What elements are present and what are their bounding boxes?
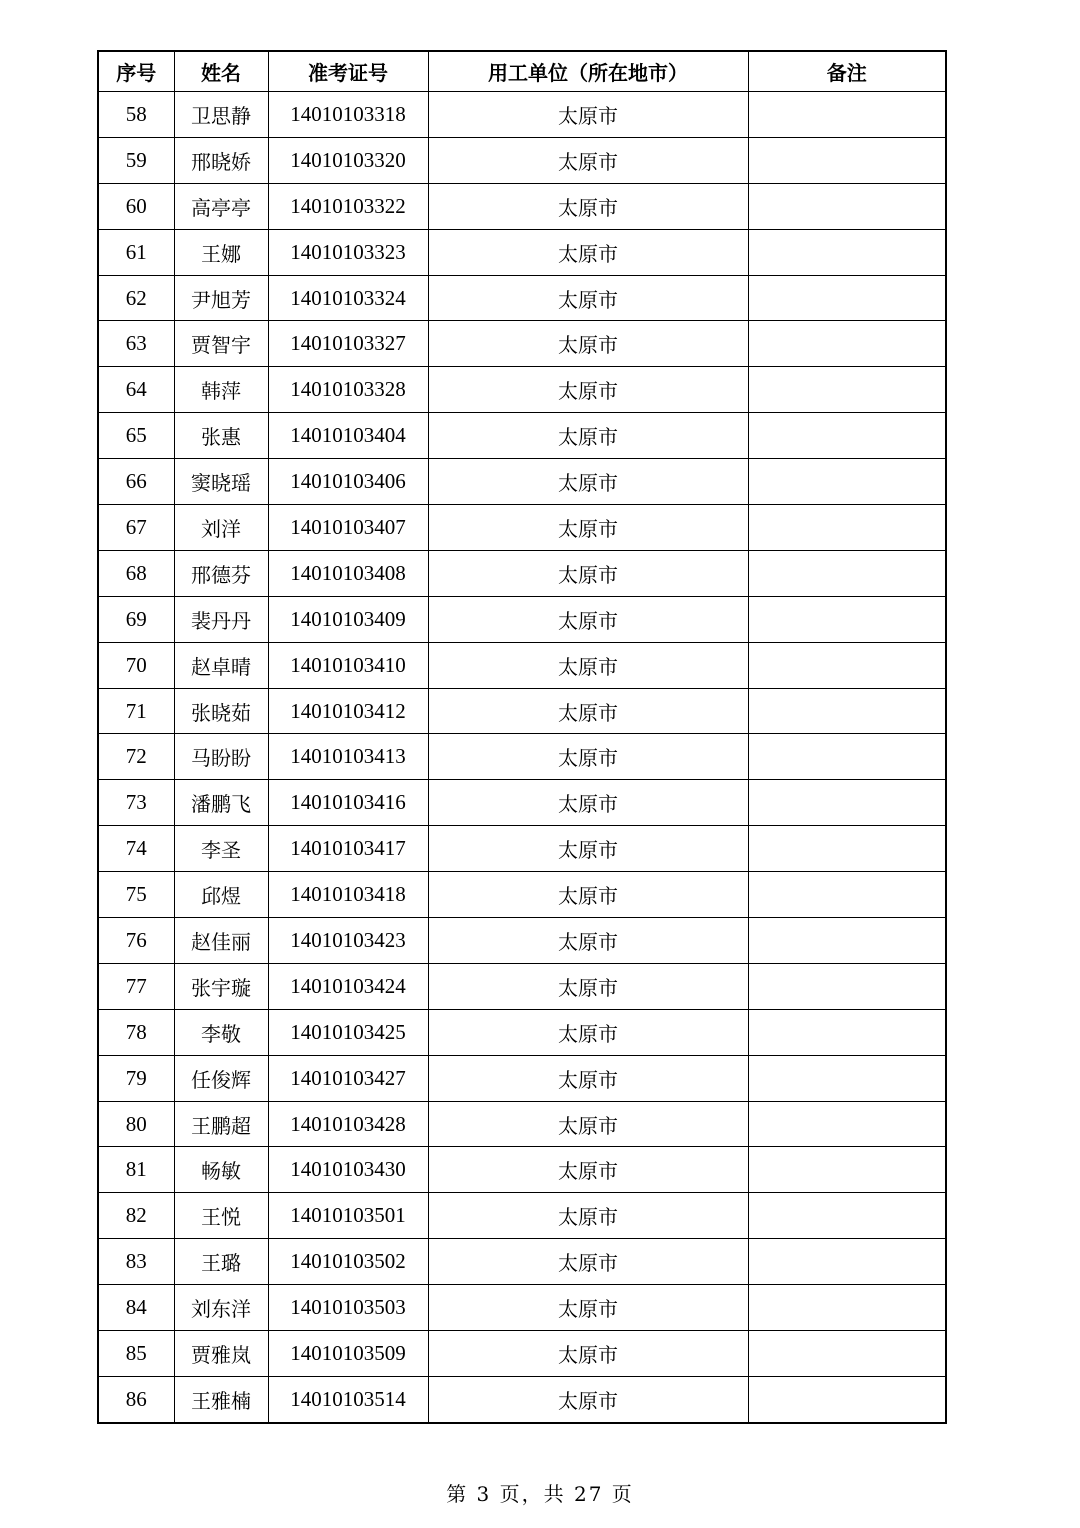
cell-exam-id: 14010103324 xyxy=(268,275,428,321)
table-row xyxy=(98,642,946,688)
cell-serial: 81 xyxy=(98,1147,174,1193)
cell-name: 高亭亭 xyxy=(174,183,268,229)
cell-serial: 80 xyxy=(98,1101,174,1147)
cell-remarks xyxy=(748,275,946,321)
table-row xyxy=(98,275,946,321)
cell-name: 裴丹丹 xyxy=(174,596,268,642)
cell-name: 任俊辉 xyxy=(174,1055,268,1101)
table-row xyxy=(98,1101,946,1147)
cell-name: 刘东洋 xyxy=(174,1285,268,1331)
cell-employer: 太原市 xyxy=(428,92,748,138)
cell-remarks xyxy=(748,1376,946,1422)
cell-exam-id: 14010103424 xyxy=(268,963,428,1009)
cell-remarks xyxy=(748,92,946,138)
cell-name: 窦晓瑶 xyxy=(174,459,268,505)
cell-remarks xyxy=(748,596,946,642)
cell-employer: 太原市 xyxy=(428,413,748,459)
cell-serial: 84 xyxy=(98,1285,174,1331)
cell-serial: 77 xyxy=(98,963,174,1009)
cell-exam-id: 14010103502 xyxy=(268,1239,428,1285)
cell-name: 刘洋 xyxy=(174,505,268,551)
cell-exam-id: 14010103408 xyxy=(268,550,428,596)
cell-exam-id: 14010103320 xyxy=(268,137,428,183)
cell-employer: 太原市 xyxy=(428,1376,748,1422)
table-row xyxy=(98,872,946,918)
cell-exam-id: 14010103407 xyxy=(268,505,428,551)
cell-name: 王雅楠 xyxy=(174,1376,268,1422)
table-row xyxy=(98,1331,946,1377)
cell-name: 潘鹏飞 xyxy=(174,780,268,826)
cell-employer: 太原市 xyxy=(428,1285,748,1331)
cell-name: 卫思静 xyxy=(174,92,268,138)
cell-employer: 太原市 xyxy=(428,275,748,321)
cell-remarks xyxy=(748,780,946,826)
table-row xyxy=(98,550,946,596)
cell-serial: 70 xyxy=(98,642,174,688)
cell-exam-id: 14010103323 xyxy=(268,229,428,275)
cell-employer: 太原市 xyxy=(428,596,748,642)
cell-employer: 太原市 xyxy=(428,963,748,1009)
cell-serial: 67 xyxy=(98,505,174,551)
cell-employer: 太原市 xyxy=(428,1009,748,1055)
cell-name: 贾智宇 xyxy=(174,321,268,367)
table-row xyxy=(98,734,946,780)
cell-serial: 83 xyxy=(98,1239,174,1285)
table-row xyxy=(98,1193,946,1239)
header-employer: 用工单位（所在地市） xyxy=(428,51,748,92)
table-row xyxy=(98,826,946,872)
cell-serial: 63 xyxy=(98,321,174,367)
cell-exam-id: 14010103503 xyxy=(268,1285,428,1331)
cell-exam-id: 14010103428 xyxy=(268,1101,428,1147)
cell-exam-id: 14010103413 xyxy=(268,734,428,780)
cell-remarks xyxy=(748,183,946,229)
cell-remarks xyxy=(748,1285,946,1331)
cell-employer: 太原市 xyxy=(428,826,748,872)
cell-employer: 太原市 xyxy=(428,872,748,918)
cell-exam-id: 14010103406 xyxy=(268,459,428,505)
cell-employer: 太原市 xyxy=(428,459,748,505)
header-remarks: 备注 xyxy=(748,51,946,92)
cell-employer: 太原市 xyxy=(428,918,748,964)
cell-name: 张宇璇 xyxy=(174,963,268,1009)
cell-serial: 82 xyxy=(98,1193,174,1239)
cell-employer: 太原市 xyxy=(428,688,748,734)
table-row xyxy=(98,367,946,413)
table-row xyxy=(98,688,946,734)
cell-exam-id: 14010103327 xyxy=(268,321,428,367)
cell-serial: 86 xyxy=(98,1376,174,1422)
cell-exam-id: 14010103404 xyxy=(268,413,428,459)
cell-name: 韩萍 xyxy=(174,367,268,413)
cell-remarks xyxy=(748,321,946,367)
table-row xyxy=(98,918,946,964)
cell-serial: 62 xyxy=(98,275,174,321)
cell-remarks xyxy=(748,505,946,551)
cell-name: 王悦 xyxy=(174,1193,268,1239)
header-serial: 序号 xyxy=(98,51,174,92)
cell-remarks xyxy=(748,826,946,872)
cell-serial: 59 xyxy=(98,137,174,183)
cell-employer: 太原市 xyxy=(428,1239,748,1285)
table-row xyxy=(98,1055,946,1101)
cell-name: 李圣 xyxy=(174,826,268,872)
cell-remarks xyxy=(748,1331,946,1377)
roster-table xyxy=(97,50,947,1424)
table-row xyxy=(98,92,946,138)
header-exam-id: 准考证号 xyxy=(268,51,428,92)
cell-serial: 79 xyxy=(98,1055,174,1101)
cell-exam-id: 14010103410 xyxy=(268,642,428,688)
cell-remarks xyxy=(748,413,946,459)
cell-remarks xyxy=(748,1101,946,1147)
page-number: 第 3 页，共 27 页 xyxy=(446,1482,634,1506)
cell-exam-id: 14010103412 xyxy=(268,688,428,734)
cell-name: 邢德芬 xyxy=(174,550,268,596)
cell-serial: 76 xyxy=(98,918,174,964)
cell-exam-id: 14010103318 xyxy=(268,92,428,138)
table-row xyxy=(98,1376,946,1422)
cell-employer: 太原市 xyxy=(428,137,748,183)
cell-exam-id: 14010103417 xyxy=(268,826,428,872)
cell-name: 贾雅岚 xyxy=(174,1331,268,1377)
cell-exam-id: 14010103322 xyxy=(268,183,428,229)
cell-serial: 71 xyxy=(98,688,174,734)
cell-employer: 太原市 xyxy=(428,550,748,596)
table-row xyxy=(98,1285,946,1331)
cell-serial: 64 xyxy=(98,367,174,413)
cell-serial: 65 xyxy=(98,413,174,459)
header-row xyxy=(98,51,946,92)
table-row xyxy=(98,780,946,826)
cell-serial: 69 xyxy=(98,596,174,642)
cell-employer: 太原市 xyxy=(428,780,748,826)
cell-name: 张晓茹 xyxy=(174,688,268,734)
cell-serial: 68 xyxy=(98,550,174,596)
cell-remarks xyxy=(748,550,946,596)
cell-remarks xyxy=(748,688,946,734)
cell-name: 邱煜 xyxy=(174,872,268,918)
cell-employer: 太原市 xyxy=(428,505,748,551)
cell-employer: 太原市 xyxy=(428,1331,748,1377)
cell-serial: 75 xyxy=(98,872,174,918)
cell-employer: 太原市 xyxy=(428,321,748,367)
cell-serial: 72 xyxy=(98,734,174,780)
cell-exam-id: 14010103328 xyxy=(268,367,428,413)
cell-exam-id: 14010103509 xyxy=(268,1331,428,1377)
header-name: 姓名 xyxy=(174,51,268,92)
cell-name: 王鹏超 xyxy=(174,1101,268,1147)
cell-employer: 太原市 xyxy=(428,734,748,780)
cell-serial: 85 xyxy=(98,1331,174,1377)
cell-remarks xyxy=(748,1009,946,1055)
cell-exam-id: 14010103425 xyxy=(268,1009,428,1055)
cell-remarks xyxy=(748,918,946,964)
table-row xyxy=(98,1147,946,1193)
cell-name: 邢晓娇 xyxy=(174,137,268,183)
cell-exam-id: 14010103430 xyxy=(268,1147,428,1193)
cell-name: 赵卓晴 xyxy=(174,642,268,688)
table-body xyxy=(98,92,946,1423)
table-row xyxy=(98,505,946,551)
cell-name: 畅敏 xyxy=(174,1147,268,1193)
cell-serial: 73 xyxy=(98,780,174,826)
cell-employer: 太原市 xyxy=(428,642,748,688)
cell-name: 马盼盼 xyxy=(174,734,268,780)
cell-remarks xyxy=(748,734,946,780)
cell-remarks xyxy=(748,1147,946,1193)
cell-serial: 66 xyxy=(98,459,174,505)
cell-name: 赵佳丽 xyxy=(174,918,268,964)
cell-remarks xyxy=(748,642,946,688)
table-header xyxy=(98,51,946,92)
cell-remarks xyxy=(748,1055,946,1101)
table-row xyxy=(98,596,946,642)
cell-remarks xyxy=(748,1193,946,1239)
cell-employer: 太原市 xyxy=(428,367,748,413)
table-row xyxy=(98,413,946,459)
cell-exam-id: 14010103514 xyxy=(268,1376,428,1422)
table-row xyxy=(98,1239,946,1285)
cell-employer: 太原市 xyxy=(428,1055,748,1101)
cell-remarks xyxy=(748,963,946,1009)
table-row xyxy=(98,229,946,275)
cell-serial: 78 xyxy=(98,1009,174,1055)
cell-name: 尹旭芳 xyxy=(174,275,268,321)
table-row xyxy=(98,1009,946,1055)
cell-remarks xyxy=(748,367,946,413)
table-row xyxy=(98,459,946,505)
cell-exam-id: 14010103409 xyxy=(268,596,428,642)
cell-employer: 太原市 xyxy=(428,1193,748,1239)
cell-remarks xyxy=(748,229,946,275)
table-row xyxy=(98,183,946,229)
cell-name: 张惠 xyxy=(174,413,268,459)
cell-serial: 58 xyxy=(98,92,174,138)
cell-remarks xyxy=(748,459,946,505)
cell-employer: 太原市 xyxy=(428,183,748,229)
cell-employer: 太原市 xyxy=(428,1101,748,1147)
cell-exam-id: 14010103416 xyxy=(268,780,428,826)
cell-remarks xyxy=(748,137,946,183)
cell-name: 王璐 xyxy=(174,1239,268,1285)
table-row xyxy=(98,963,946,1009)
cell-employer: 太原市 xyxy=(428,229,748,275)
cell-employer: 太原市 xyxy=(428,1147,748,1193)
cell-name: 李敬 xyxy=(174,1009,268,1055)
cell-serial: 60 xyxy=(98,183,174,229)
cell-exam-id: 14010103423 xyxy=(268,918,428,964)
cell-exam-id: 14010103501 xyxy=(268,1193,428,1239)
cell-exam-id: 14010103418 xyxy=(268,872,428,918)
table-row xyxy=(98,321,946,367)
cell-remarks xyxy=(748,872,946,918)
cell-serial: 61 xyxy=(98,229,174,275)
cell-exam-id: 14010103427 xyxy=(268,1055,428,1101)
cell-serial: 74 xyxy=(98,826,174,872)
cell-remarks xyxy=(748,1239,946,1285)
cell-name: 王娜 xyxy=(174,229,268,275)
table-row xyxy=(98,137,946,183)
